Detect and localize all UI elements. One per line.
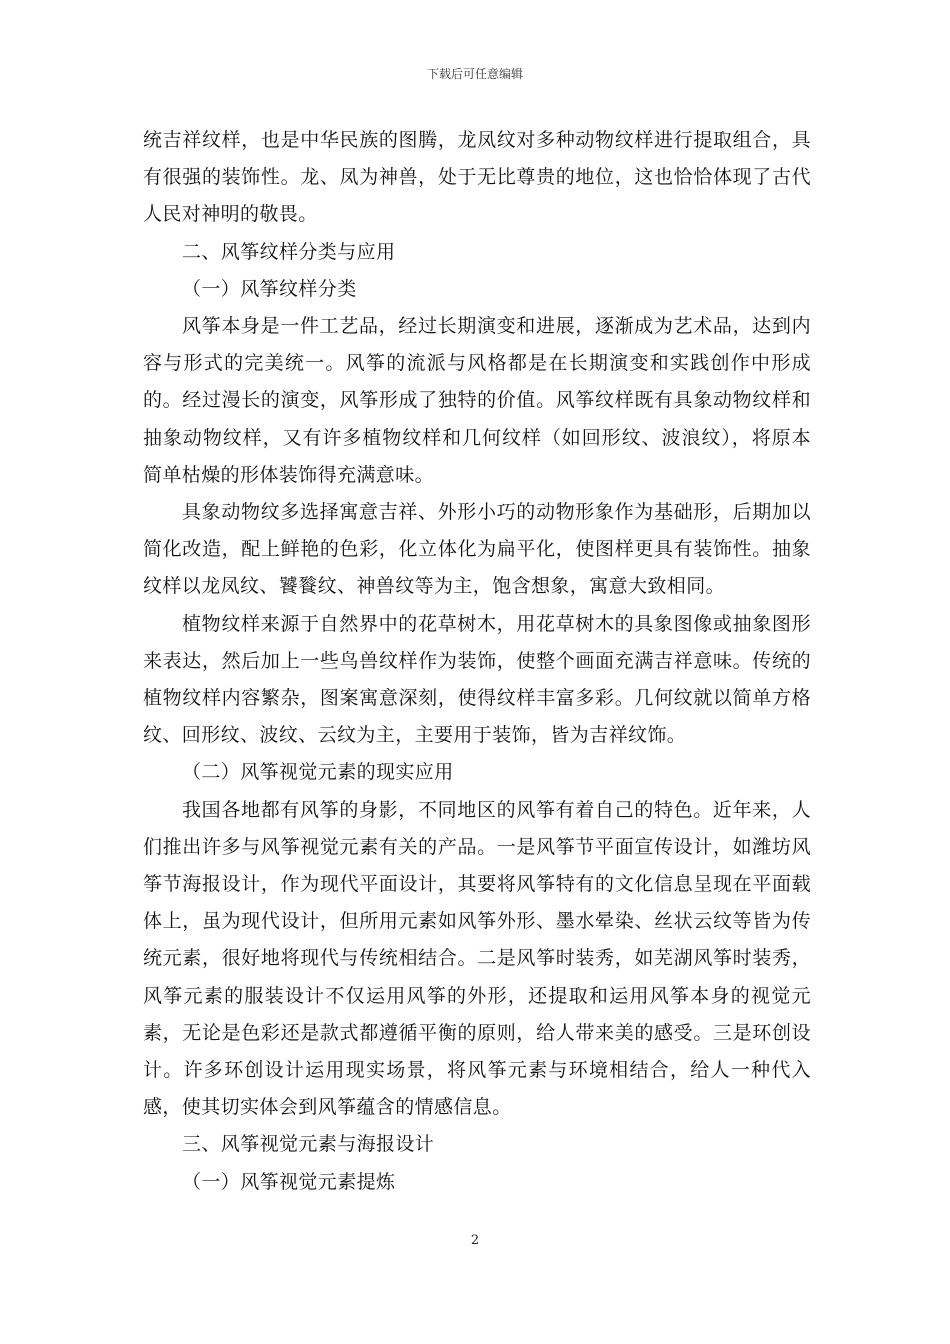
paragraph: 具象动物纹多选择寓意吉祥、外形小巧的动物形象作为基础形，后期加以简化改造，配上鲜艳的色彩，化立体化为扁平化，使图样更具有装饰性。抽象纹样以龙凤纹、饕餮纹、神兽纹等为主，饱含想象，寓意大致相同。 [143, 501, 811, 598]
paragraph: 风筝本身是一件工艺品，经过长期演变和进展，逐渐成为艺术品，达到内容与形式的完美统一。风筝的流派与风格都是在长期演变和实践创作中形成的。经过漫长的演变，风筝形成了独特的价值。风筝纹样既有具象动物纹样和抽象动物纹样，又有许多植物纹样和几何纹样（如回形纹、波浪纹），将原本简单枯燥的形体装饰得充满意味。 [143, 315, 811, 486]
section-heading: 三、风筝视觉元素与海报设计 [182, 1133, 435, 1156]
subsection-heading: （二）风筝视觉元素的现实应用 [182, 761, 454, 784]
document-body [143, 122, 811, 1201]
paragraph: 植物纹样来源于自然界中的花草树木，用花草树木的具象图像或抽象图形来表达，然后加上一些鸟兽纹样作为装饰，使整个画面充满吉祥意味。传统的植物纹样内容繁杂，图案寓意深刻，使得纹样丰富多彩。几何纹就以简单方格纹、回形纹、波纹、云纹为主，主要用于装饰，皆为吉祥纹饰。 [143, 612, 811, 747]
paragraph: 我国各地都有风筝的身影，不同地区的风筝有着自己的特色。近年来，人们推出许多与风筝视觉元素有关的产品。一是风筝节平面宣传设计，如潍坊风筝节海报设计，作为现代平面设计，其要将风筝特有的文化信息呈现在平面载体上，虽为现代设计，但所用元素如风筝外形、墨水晕染、丝状云纹等皆为传统元素，很好地将现代与传统相结合。二是风筝时装秀，如芜湖风筝时装秀，风筝元素的服装设计不仅运用风筝的外形，还提取和运用风筝本身的视觉元素，无论是色彩还是款式都遵循平衡的原则，给人带来美的感受。三是环创设计。许多环创设计运用现实场景，将风筝元素与环境相结合，给人一种代入感，使其切实体会到风筝蕴含的情感信息。 [143, 798, 811, 1119]
paragraph: 统吉祥纹样，也是中华民族的图腾，龙凤纹对多种动物纹样进行提取组合，具有很强的装饰性。龙、凤为神兽，处于无比尊贵的地位，这也恰恰体现了古代人民对神明的敬畏。 [143, 129, 811, 226]
page-number: 2 [470, 1233, 480, 1248]
page-header: 下载后可任意编辑 [426, 67, 523, 81]
section-heading: 二、风筝纹样分类与应用 [182, 240, 396, 263]
subsection-heading: （一）风筝纹样分类 [182, 277, 357, 300]
subsection-heading: （一）风筝视觉元素提炼 [182, 1170, 396, 1193]
